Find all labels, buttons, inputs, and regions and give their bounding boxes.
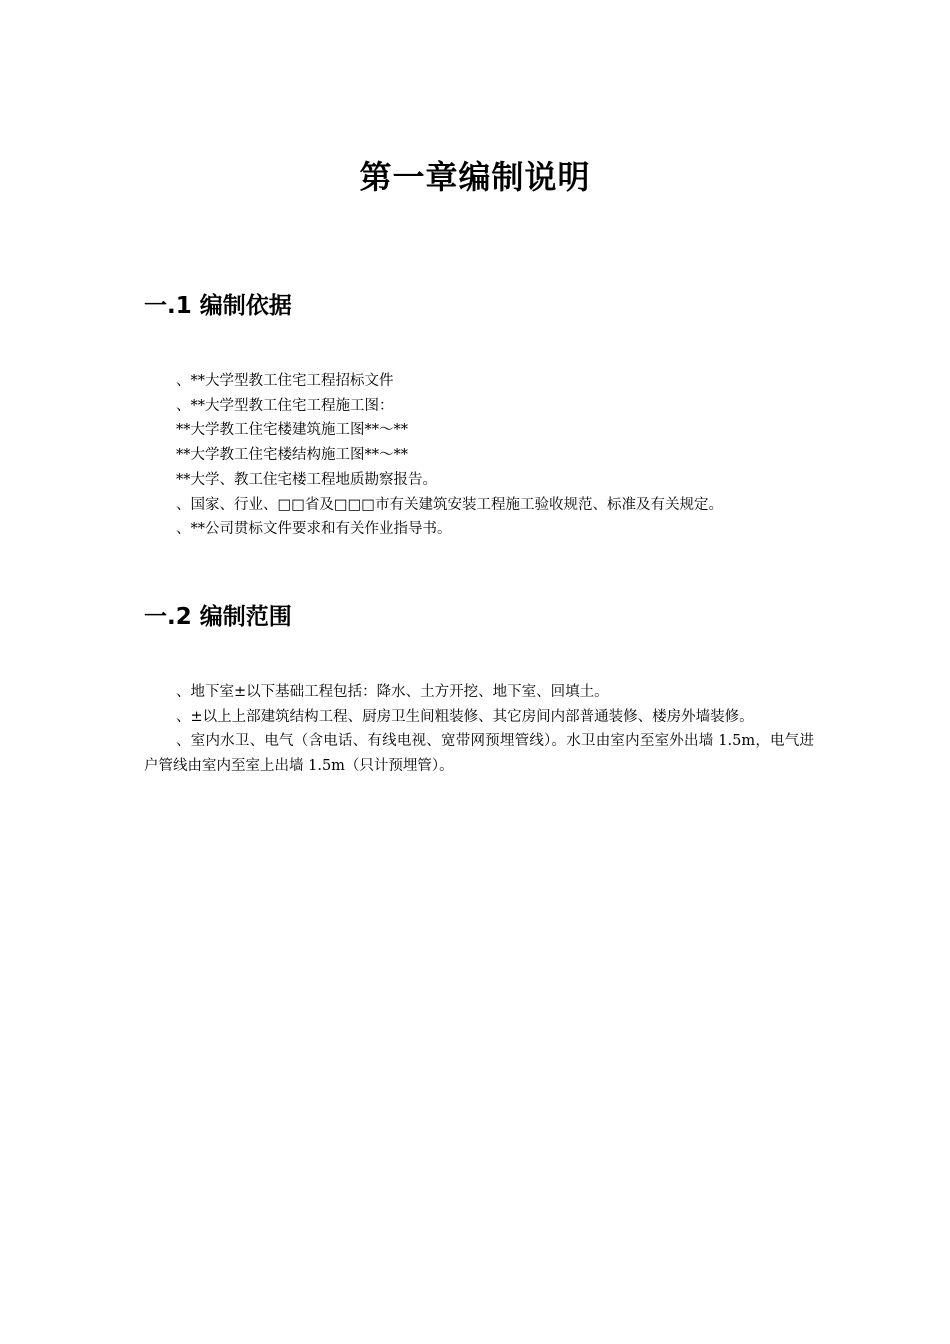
list-item: **大学教工住宅楼结构施工图**～** (176, 447, 408, 464)
list-item: 、±以上上部建筑结构工程、厨房卫生间粗装修、其它房间内部普通装修、楼房外墙装修。 (176, 708, 754, 725)
list-item: 、**大学型教工住宅工程施工图： (176, 397, 394, 414)
list-item: 、地下室±以下基础工程包括：降水、土方开挖、地下室、回填土。 (176, 684, 609, 700)
list-item: 、**大学型教工住宅工程招标文件 (176, 373, 394, 389)
section-heading-basis: 一.1 编制依据 (144, 293, 292, 319)
basis-list (144, 369, 814, 542)
scope-list (144, 680, 814, 779)
section-heading-scope: 一.2 编制范围 (144, 604, 292, 630)
list-item: 、室内水卫、电气（含电话、有线电视、宽带网预埋管线）。水卫由室内至室外出墙 1.5m，电气进户管线由室内至室上出墙 1.5m（只计预埋管）。 (144, 733, 814, 775)
list-item: **大学、教工住宅楼工程地质勘察报告。 (176, 471, 437, 488)
chapter-title: 第一章编制说明 (359, 158, 591, 196)
list-item: **大学教工住宅楼建筑施工图**～** (176, 422, 408, 439)
list-item: 、国家、行业、□□省及□□□市有关建筑安装工程施工验收规范、标准及有关规定。 (176, 496, 723, 513)
list-item: 、**公司贯标文件要求和有关作业指导书。 (176, 521, 452, 538)
